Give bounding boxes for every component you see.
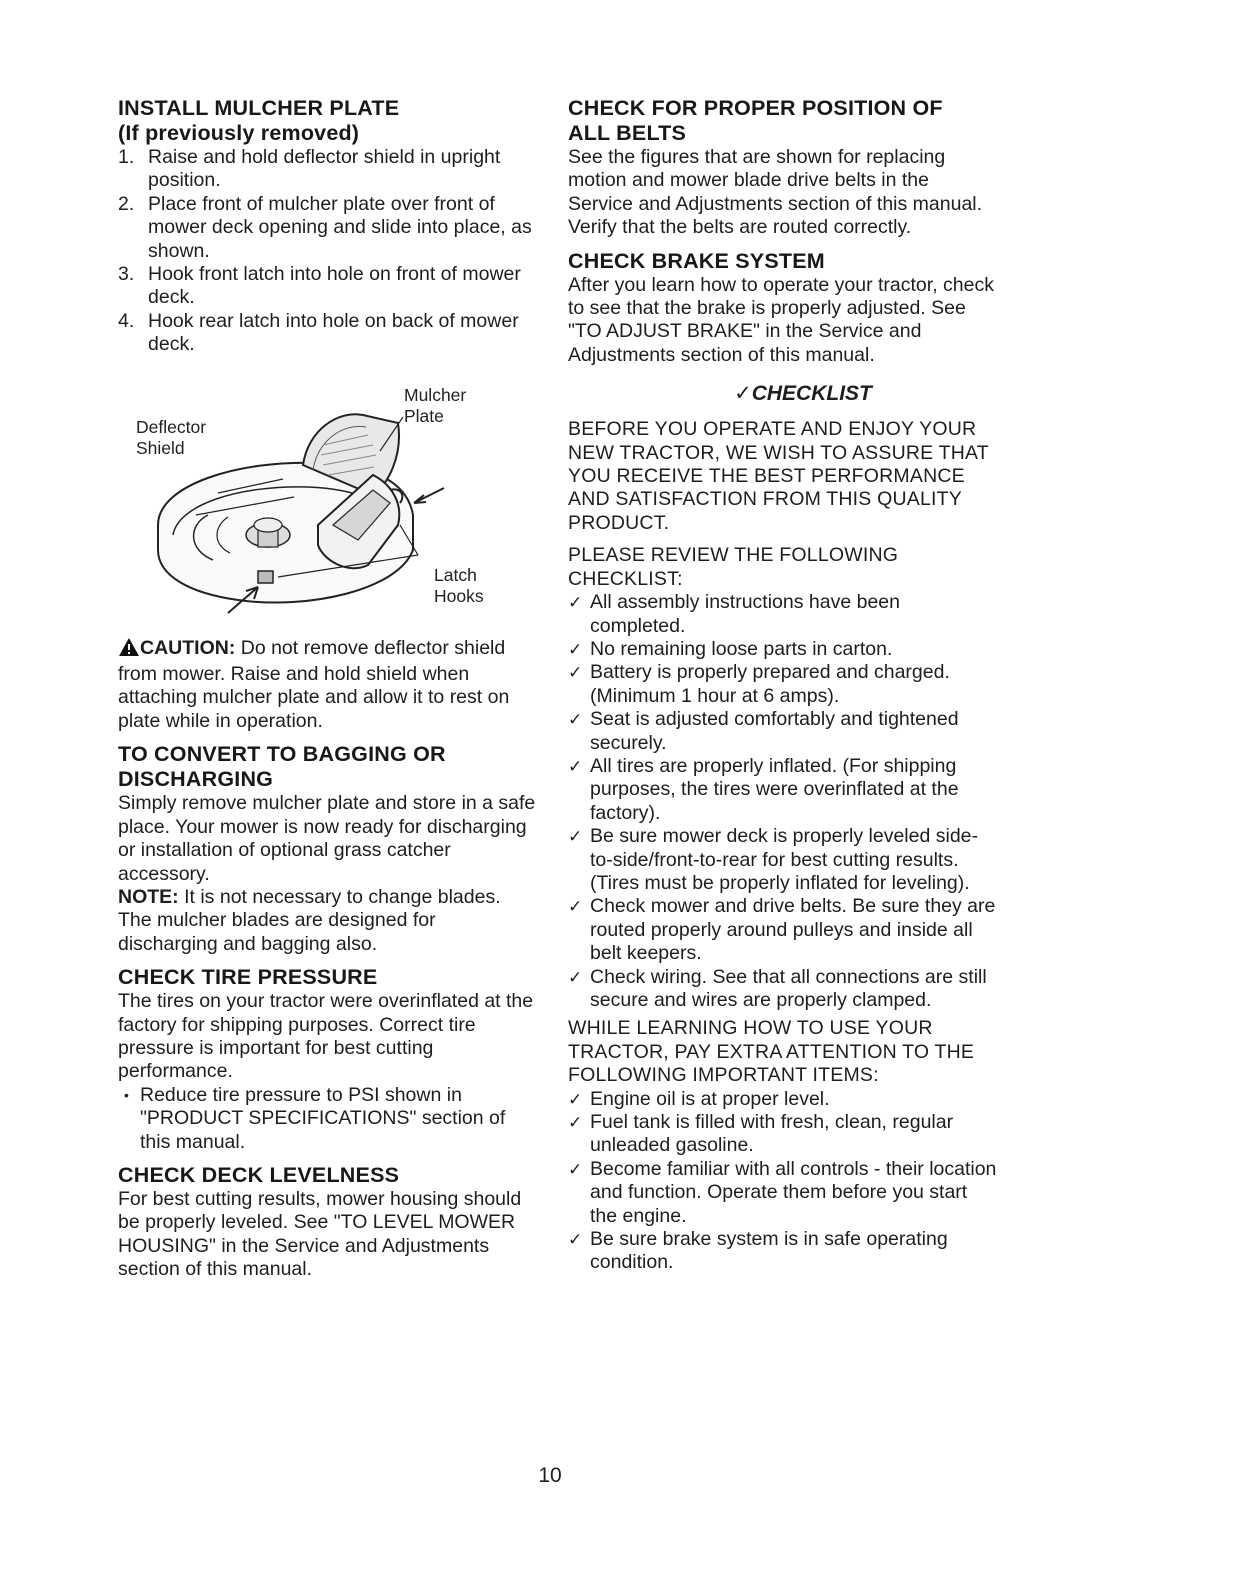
- latch-hooks-label: [434, 565, 484, 607]
- tire-bullet-item: • Reduce tire pressure to PSI shown in "PRODUCT SPECIFICATIONS" section of this manual.: [118, 1084, 538, 1154]
- right-column: [568, 96, 998, 1275]
- mulcher-label-line1: Mulcher: [404, 384, 467, 405]
- caution-note: [118, 637, 538, 734]
- install-step: [118, 263, 538, 310]
- page-number: 10: [538, 1464, 562, 1487]
- brake-heading: CHECK BRAKE SYSTEM: [568, 248, 825, 273]
- convert-title-line2: DISCHARGING: [118, 767, 274, 792]
- latch-label-line1: Latch: [434, 564, 477, 585]
- step-text: Hook front latch into hole on front of mower deck.: [148, 263, 521, 309]
- deck-levelness-section: [118, 1163, 538, 1282]
- checklist-item: ✓ Be sure mower deck is properly leveled side-to-side/front-to-rear for best cutting results. (Tires must be properly inflated for leveling).: [568, 825, 998, 895]
- learning-item: ✓ Become familiar with all controls - their location and function. Operate them before you start the engine.: [568, 1158, 998, 1228]
- checklist-item: ✓ Battery is properly prepared and charged. (Minimum 1 hour at 6 amps).: [568, 661, 998, 708]
- convert-body: Simply remove mulcher plate and store in a safe place. Your mower is now ready for discharging or installation of optional grass catcher accessory.: [118, 792, 536, 885]
- review-heading: PLEASE REVIEW THE FOLLOWING CHECKLIST:: [568, 544, 899, 590]
- install-steps-list: [118, 146, 538, 357]
- deck-levelness-heading: CHECK DECK LEVELNESS: [118, 1162, 400, 1187]
- brake-section: [568, 249, 998, 368]
- learning-heading: WHILE LEARNING HOW TO USE YOUR TRACTOR, PAY EXTRA ATTENTION TO THE FOLLOWING IMPORTANT ITEMS:: [568, 1017, 975, 1087]
- convert-section: [118, 742, 538, 956]
- step-number: 4.: [118, 309, 135, 332]
- deflector-label-line2: Shield: [136, 437, 185, 458]
- convert-heading: [118, 742, 538, 792]
- deck-levelness-body: For best cutting results, mower housing should be properly leveled. See "TO LEVEL MOWER HOUSING" in the Service and Adjustments section of this manual.: [118, 1187, 522, 1281]
- checklist-item: ✓ All tires are properly inflated. (For shipping purposes, the tires were overinflated at the factory).: [568, 755, 998, 825]
- tire-pressure-body: The tires on your tractor were overinflated at the factory for shipping purposes. Correct tire pressure is important for best cutting performance.: [118, 990, 534, 1083]
- step-number: 2.: [118, 192, 135, 215]
- convert-note: [118, 886, 538, 956]
- checklist-title: ✓CHECKLIST: [734, 382, 872, 406]
- deflector-label-line1: Deflector: [136, 416, 207, 437]
- caution-label: CAUTION:: [140, 636, 236, 659]
- latch-label-line2: Hooks: [434, 585, 484, 606]
- caution-text: Do not remove deflector shield from mower. Raise and hold shield when attaching mulcher plate and allow it to rest on plate while in operation.: [118, 636, 510, 732]
- install-step: [118, 193, 538, 263]
- checklist-item: ✓ Seat is adjusted comfortably and tightened securely.: [568, 708, 998, 755]
- install-mulcher-heading: [118, 96, 538, 146]
- brake-body: After you learn how to operate your tractor, check to see that the brake is properly adjusted. See "TO ADJUST BRAKE" in the Service and Adjustments section of this manual.: [568, 273, 994, 366]
- mulcher-label-line2: Plate: [404, 405, 444, 426]
- learning-item: ✓ Engine oil is at proper level.: [568, 1088, 998, 1111]
- install-step: [118, 146, 538, 193]
- checklist-item: ✓ No remaining loose parts in carton.: [568, 638, 998, 661]
- left-column: [118, 96, 538, 1282]
- step-number: 1.: [118, 146, 135, 168]
- step-text: Raise and hold deflector shield in upright position.: [148, 146, 501, 192]
- warning-triangle-icon: [118, 637, 140, 663]
- belts-body: See the figures that are shown for replacing motion and mower blade drive belts in the Service and Adjustments section of this manual. Verify that the belts are routed correctly.: [568, 146, 983, 239]
- tire-pressure-heading: CHECK TIRE PRESSURE: [118, 965, 378, 990]
- belts-title-line1: CHECK FOR PROPER POSITION OF: [568, 96, 943, 120]
- install-step: [118, 310, 538, 357]
- convert-title-line1: TO CONVERT TO BAGGING OR: [118, 742, 446, 767]
- belts-heading: [568, 96, 998, 146]
- mulcher-plate-label: [404, 385, 466, 427]
- note-label: NOTE:: [118, 885, 179, 908]
- mulcher-plate-figure: [118, 375, 518, 625]
- checklist-item: ✓ Check wiring. See that all connections are still secure and wires are properly clamped.: [568, 966, 998, 1013]
- note-text: It is not necessary to change blades. The mulcher blades are designed for discharging and bagging also.: [118, 885, 501, 955]
- step-text: Hook rear latch into hole on back of mower deck.: [148, 309, 519, 356]
- step-number: 3.: [118, 263, 135, 286]
- checklist-item: ✓ Check mower and drive belts. Be sure they are routed properly around pulleys and inside all belt keepers.: [568, 895, 998, 965]
- belts-title-line2: ALL BELTS: [568, 121, 687, 145]
- learning-checklist: [568, 1088, 998, 1275]
- tire-pressure-section: [118, 965, 538, 1154]
- belts-section: [568, 96, 998, 240]
- review-checklist: [568, 591, 998, 1012]
- checklist-intro: BEFORE YOU OPERATE AND ENJOY YOUR NEW TRACTOR, WE WISH TO ASSURE THAT YOU RECEIVE THE BEST PERFORMANCE AND SATISFACTION FROM THIS QUALITY PRODUCT.: [568, 418, 989, 534]
- tire-bullet-list: [118, 1084, 538, 1154]
- checklist-item: ✓ All assembly instructions have been completed.: [568, 591, 998, 638]
- step-text: Place front of mulcher plate over front of mower deck opening and slide into place, as shown.: [148, 192, 532, 262]
- install-title-line2: (If previously removed): [118, 121, 360, 145]
- deflector-label: [136, 417, 206, 459]
- install-title-line1: INSTALL MULCHER PLATE: [118, 96, 400, 120]
- learning-item: ✓ Be sure brake system is in safe operating condition.: [568, 1228, 998, 1275]
- install-mulcher-section: [118, 96, 538, 357]
- learning-item: ✓ Fuel tank is filled with fresh, clean, regular unleaded gasoline.: [568, 1111, 998, 1158]
